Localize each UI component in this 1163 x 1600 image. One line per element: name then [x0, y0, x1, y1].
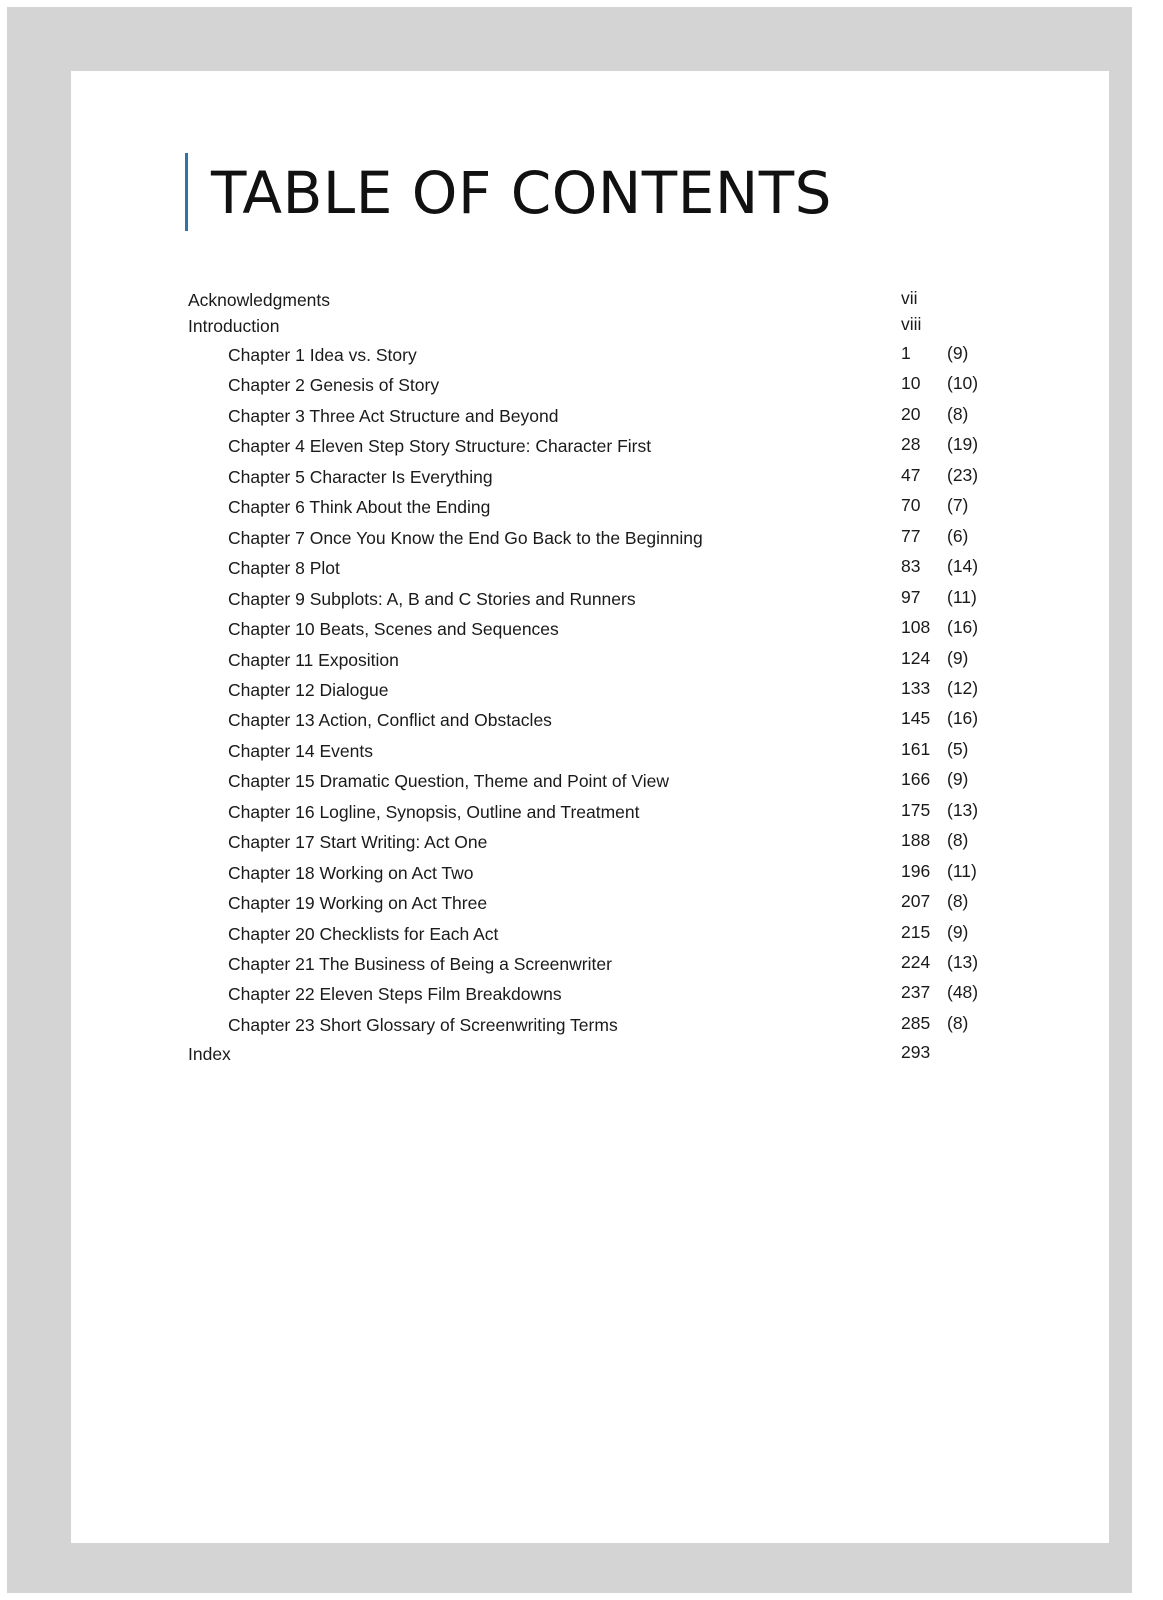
toc-entry-page: 28 — [901, 434, 921, 455]
toc-entry-page: 108 — [901, 617, 931, 638]
toc-entry-page: 161 — [901, 738, 931, 759]
toc-entry-title: Chapter 18 Working on Act Two — [228, 862, 474, 883]
toc-entry-page: 166 — [901, 769, 931, 790]
toc-entry-page: 70 — [901, 495, 921, 516]
toc-entry-title: Chapter 16 Logline, Synopsis, Outline and Treatment — [228, 801, 640, 822]
toc-entry-page-count: (6) — [947, 525, 969, 546]
table-of-contents — [71, 71, 1109, 1543]
toc-entry-page: 207 — [901, 891, 931, 912]
toc-entry-page-count: (7) — [947, 495, 969, 516]
toc-entry — [71, 1040, 1109, 1068]
toc-entry-page: 20 — [901, 403, 921, 424]
toc-entry-title: Chapter 9 Subplots: A, B and C Stories and Runners — [228, 588, 636, 609]
toc-entry-page: 293 — [901, 1042, 931, 1062]
toc-entry — [71, 798, 1109, 826]
toc-entry-page-count: (19) — [947, 434, 979, 455]
toc-entry-page: 215 — [901, 921, 931, 942]
toc-entry-page-count: (9) — [947, 769, 969, 790]
toc-entry — [71, 889, 1109, 917]
toc-entry-page: vii — [901, 288, 918, 308]
toc-entry-title: Chapter 17 Start Writing: Act One — [228, 832, 488, 853]
document-frame — [7, 7, 1132, 1593]
toc-entry-page: 83 — [901, 556, 921, 577]
toc-entry-page-count: (16) — [947, 708, 979, 729]
toc-entry-title: Chapter 14 Events — [228, 740, 373, 761]
toc-entry-page-count: (9) — [947, 647, 969, 668]
toc-entry-page: 97 — [901, 586, 921, 607]
toc-entry-title: Chapter 21 The Business of Being a Screenwriter — [228, 954, 612, 974]
toc-entry-page: 77 — [901, 525, 921, 546]
toc-entry-page-count: (8) — [947, 830, 969, 851]
toc-entry-page: 10 — [901, 373, 921, 394]
toc-entry-page-count: (5) — [947, 738, 969, 759]
toc-entry-page-count: (14) — [947, 556, 979, 577]
toc-entry — [71, 312, 1109, 340]
toc-entry — [71, 493, 1109, 521]
toc-entry — [71, 341, 1109, 369]
toc-entry-page-count: (48) — [947, 982, 979, 1003]
toc-entry-title: Index — [188, 1044, 231, 1064]
toc-entry-page: 175 — [901, 799, 931, 820]
toc-entry-page: 1 — [901, 343, 911, 363]
document-page — [71, 71, 1109, 1543]
toc-entry-page-count: (9) — [947, 921, 969, 942]
toc-entry-page: 188 — [901, 830, 931, 851]
toc-entry-title: Chapter 3 Three Act Structure and Beyond — [228, 405, 559, 426]
toc-entry-page: 196 — [901, 860, 931, 881]
toc-entry-page: 47 — [901, 464, 921, 485]
toc-entry-title: Chapter 1 Idea vs. Story — [228, 345, 417, 365]
toc-entry-page-count: (9) — [947, 343, 969, 363]
toc-entry — [71, 402, 1109, 430]
toc-entry — [71, 950, 1109, 978]
toc-entry-page-count: (16) — [947, 617, 979, 638]
toc-entry — [71, 286, 1109, 314]
toc-entry-page-count: (11) — [947, 586, 977, 607]
toc-entry-page: 133 — [901, 677, 931, 698]
toc-entry-page-count: (23) — [947, 464, 979, 485]
toc-entry-page-count: (12) — [947, 677, 979, 698]
toc-entry-page-count: (10) — [947, 373, 979, 394]
page-title: TABLE OF CONTENTS — [211, 159, 832, 227]
toc-entry — [71, 371, 1109, 399]
toc-entry — [71, 828, 1109, 856]
toc-entry — [71, 585, 1109, 613]
toc-entry-title: Chapter 19 Working on Act Three — [228, 893, 488, 914]
toc-entry — [71, 1011, 1109, 1039]
toc-entry-title: Chapter 10 Beats, Scenes and Sequences — [228, 619, 559, 640]
toc-entry — [71, 706, 1109, 734]
toc-entry-title: Chapter 5 Character Is Everything — [228, 466, 493, 487]
toc-entry-page-count: (11) — [947, 860, 977, 881]
toc-entry-title: Acknowledgments — [188, 290, 331, 310]
toc-entry-page: 145 — [901, 708, 931, 729]
toc-entry-title: Chapter 20 Checklists for Each Act — [228, 923, 499, 944]
toc-entry — [71, 737, 1109, 765]
toc-entry — [71, 615, 1109, 643]
toc-entry-page: 237 — [901, 982, 931, 1003]
toc-entry — [71, 646, 1109, 674]
toc-entry-title: Chapter 13 Action, Conflict and Obstacles — [228, 710, 552, 731]
toc-entry — [71, 859, 1109, 887]
toc-entry-title: Chapter 8 Plot — [228, 558, 340, 579]
toc-entry-title: Introduction — [188, 316, 280, 336]
toc-entry — [71, 524, 1109, 552]
toc-entry-title: Chapter 7 Once You Know the End Go Back to the Beginning — [228, 527, 703, 548]
toc-entry-title: Chapter 15 Dramatic Question, Theme and Point of View — [228, 771, 669, 792]
toc-entry — [71, 554, 1109, 582]
toc-entry-title: Chapter 2 Genesis of Story — [228, 375, 440, 396]
toc-entry — [71, 432, 1109, 460]
toc-entry-page: viii — [901, 314, 922, 334]
toc-entry-title: Chapter 4 Eleven Step Story Structure: Character First — [228, 436, 652, 457]
toc-entry-title: Chapter 23 Short Glossary of Screenwriting Terms — [228, 1014, 618, 1035]
toc-entry-page-count: (8) — [947, 891, 969, 912]
toc-entry — [71, 920, 1109, 948]
toc-entry-title: Chapter 11 Exposition — [228, 649, 399, 670]
toc-entry — [71, 767, 1109, 795]
toc-entry — [71, 676, 1109, 704]
toc-entry-page-count: (8) — [947, 1012, 969, 1033]
toc-entry-page-count: (8) — [947, 403, 969, 424]
toc-entry-page: 285 — [901, 1012, 931, 1033]
toc-entry-page: 124 — [901, 647, 931, 668]
toc-entry-title: Chapter 22 Eleven Steps Film Breakdowns — [228, 984, 562, 1005]
toc-entry-page: 224 — [901, 952, 931, 972]
toc-entry-page-count: (13) — [947, 952, 979, 972]
toc-entry — [71, 463, 1109, 491]
toc-entry-title: Chapter 6 Think About the Ending — [228, 497, 491, 518]
toc-entry-page-count: (13) — [947, 799, 979, 820]
toc-entry-title: Chapter 12 Dialogue — [228, 679, 389, 700]
toc-entry — [71, 980, 1109, 1008]
